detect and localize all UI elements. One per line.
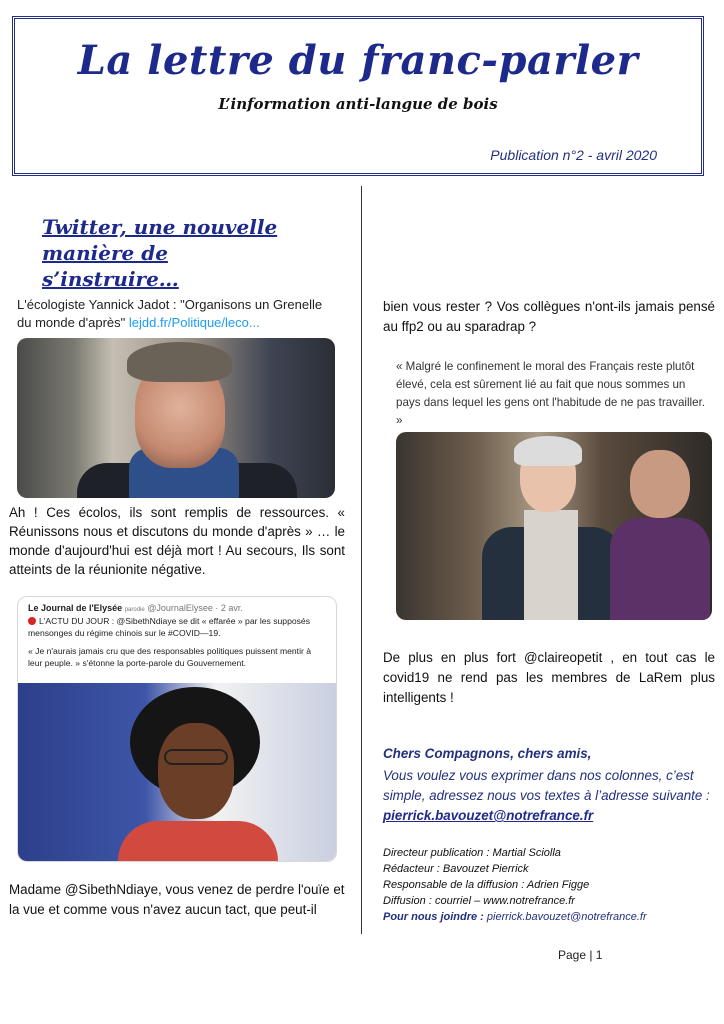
tweet-elysee-parody-tag: parodie bbox=[124, 607, 145, 613]
article-headline: Twitter, une nouvelle manière de s’instruire… bbox=[42, 215, 278, 291]
tweet-elysee-account: Le Journal de l'Elysée bbox=[28, 603, 123, 613]
paragraph-continued: bien vous rester ? Vos collègues n'ont-ils jamais pensé au ffp2 ou au sparadrap ? bbox=[383, 299, 715, 334]
tweet-elysee-line2: « Je n'aurais jamais cru que des responsables politiques puissent mentir à leur peuple. » s'étonne la porte-parole du Gouvernement. bbox=[28, 646, 312, 668]
newsletter-subtitle: L’information anti-langue de bois bbox=[218, 95, 498, 113]
join-label: Pour nous joindre : bbox=[383, 911, 484, 923]
join-email-link[interactable]: pierrick.bavouzet@notrefrance.fr bbox=[486, 911, 647, 923]
masthead bbox=[12, 16, 704, 176]
newsletter-title: La lettre du franc-parler bbox=[77, 37, 639, 84]
contact-greeting: Chers Compagnons, chers amis, bbox=[383, 746, 592, 761]
tweet-jadot-link[interactable]: lejdd.fr/Politique/leco... bbox=[128, 315, 260, 330]
credits bbox=[383, 845, 713, 925]
tweet-jadot bbox=[17, 296, 335, 332]
credit-editor: Rédacteur : Bavouzet Pierrick bbox=[383, 863, 529, 875]
publication-info: Publication n°2 - avril 2020 bbox=[490, 147, 657, 163]
paragraph-ndiaye: Madame @SibethNdiaye, vous venez de perdre l'ouïe et la vue et comme vous n'avez aucun tact, que peut-il bbox=[9, 882, 345, 917]
jadot-photo bbox=[17, 338, 335, 498]
contact-text bbox=[383, 766, 715, 826]
tweet-elysee-header bbox=[18, 597, 336, 613]
credit-distribution: Diffusion : courriel – www.notrefrance.fr bbox=[383, 895, 575, 907]
tweet-elysee-body bbox=[18, 613, 336, 669]
page-number: Page | 1 bbox=[558, 948, 603, 962]
contact-email-link[interactable]: pierrick.bavouzet@notrefrance.fr bbox=[383, 808, 594, 823]
ministers-photo bbox=[396, 432, 712, 620]
tweet-elysee-line1: L'ACTU DU JOUR : @SibethNdiaye se dit « effarée » par les supposés mensonges du régime chinois sur le #COVID—19. bbox=[28, 616, 311, 638]
tweet-elysee bbox=[17, 596, 337, 862]
ndiaye-photo bbox=[18, 683, 336, 861]
contact-invitation: Vous voulez vous exprimer dans nos colonnes, c’est simple, adressez nous vos textes à l’adresse suivante : bbox=[383, 768, 710, 803]
paragraph-larem: De plus en plus fort @claireopetit , en tout cas le covid19 ne rend pas les membres de LaRem plus intelligents ! bbox=[383, 650, 715, 705]
credit-director: Directeur publication : Martial Sciolla bbox=[383, 847, 561, 859]
tweet-elysee-handle: @JournalElysee · 2 avr. bbox=[147, 603, 243, 613]
paragraph-ecolos: Ah ! Ces écolos, ils sont remplis de ressources. « Réunissons nous et discutons du monde d'après » … le monde d'aujourd'hui est déjà mort ! Au secours, Ils sont atteints de la réunionite négative. bbox=[9, 505, 345, 577]
credit-distribution-manager: Responsable de la diffusion : Adrien Figge bbox=[383, 879, 590, 891]
credit-join bbox=[383, 909, 713, 925]
quote-confinement: « Malgré le confinement le moral des Français reste plutôt élevé, cela est sûrement lié au fait que nous sommes un pays dans lequel les gens ont l'habitude de ne pas travailler. » bbox=[396, 360, 706, 427]
column-divider bbox=[361, 186, 362, 934]
tweet-jadot-text: L'écologiste Yannick Jadot : "Organisons un Grenelle du monde d'après" bbox=[17, 297, 323, 330]
red-circle-icon bbox=[28, 617, 36, 625]
